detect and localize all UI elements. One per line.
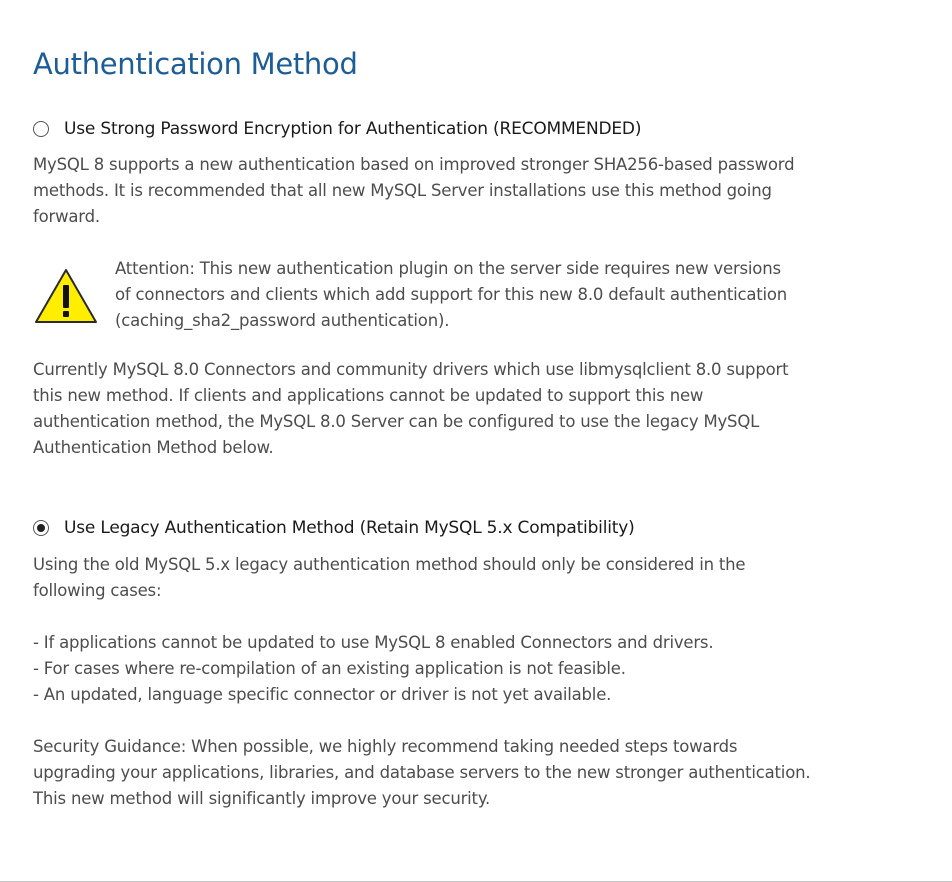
legacy-auth-radio-label[interactable]: Use Legacy Authentication Method (Retain MySQL 5.x Compatibility) [64,518,635,538]
description-line: Using the old MySQL 5.x legacy authentication method should only be considered in the [33,555,746,574]
legacy-auth-radio-button[interactable] [33,520,49,536]
followup-line: Currently MySQL 8.0 Connectors and community drivers which use libmysqlclient 8.0 support [33,360,789,379]
attention-line: (caching_sha2_password authentication). [115,311,450,330]
description-line: forward. [33,207,100,226]
attention-line: of connectors and clients which add support for this new 8.0 default authentication [115,285,788,304]
description-line: methods. It is recommended that all new MySQL Server installations use this method going [33,181,772,200]
strong-password-radio-button[interactable] [33,121,49,137]
legacy-cases-list [33,630,713,708]
list-item: - An updated, language specific connector or driver is not yet available. [33,685,612,704]
page-title: Authentication Method [33,47,358,81]
list-item: - For cases where re-compilation of an existing application is not feasible. [33,659,626,678]
warning-icon [34,268,98,324]
attention-line: Attention: This new authentication plugin on the server side requires new versions [115,259,781,278]
followup-line: Authentication Method below. [33,438,274,457]
attention-message [115,256,787,334]
guidance-line: Security Guidance: When possible, we highly recommend taking needed steps towards [33,737,738,756]
legacy-auth-radio-option[interactable] [33,518,635,538]
guidance-line: upgrading your applications, libraries, and database servers to the new stronger authentication. [33,763,811,782]
description-line: following cases: [33,581,162,600]
security-guidance [33,734,810,812]
strong-password-radio-label[interactable]: Use Strong Password Encryption for Authentication (RECOMMENDED) [64,119,642,139]
strong-password-radio-option[interactable] [33,119,641,139]
connectors-support-description [33,357,788,461]
description-line: MySQL 8 supports a new authentication based on improved stronger SHA256-based password [33,155,795,174]
guidance-line: This new method will significantly improve your security. [33,789,491,808]
strong-password-description [33,152,794,230]
followup-line: this new method. If clients and applications cannot be updated to support this new [33,386,704,405]
legacy-auth-description [33,552,745,604]
list-item: - If applications cannot be updated to use MySQL 8 enabled Connectors and drivers. [33,633,714,652]
followup-line: authentication method, the MySQL 8.0 Server can be configured to use the legacy MySQL [33,412,760,431]
